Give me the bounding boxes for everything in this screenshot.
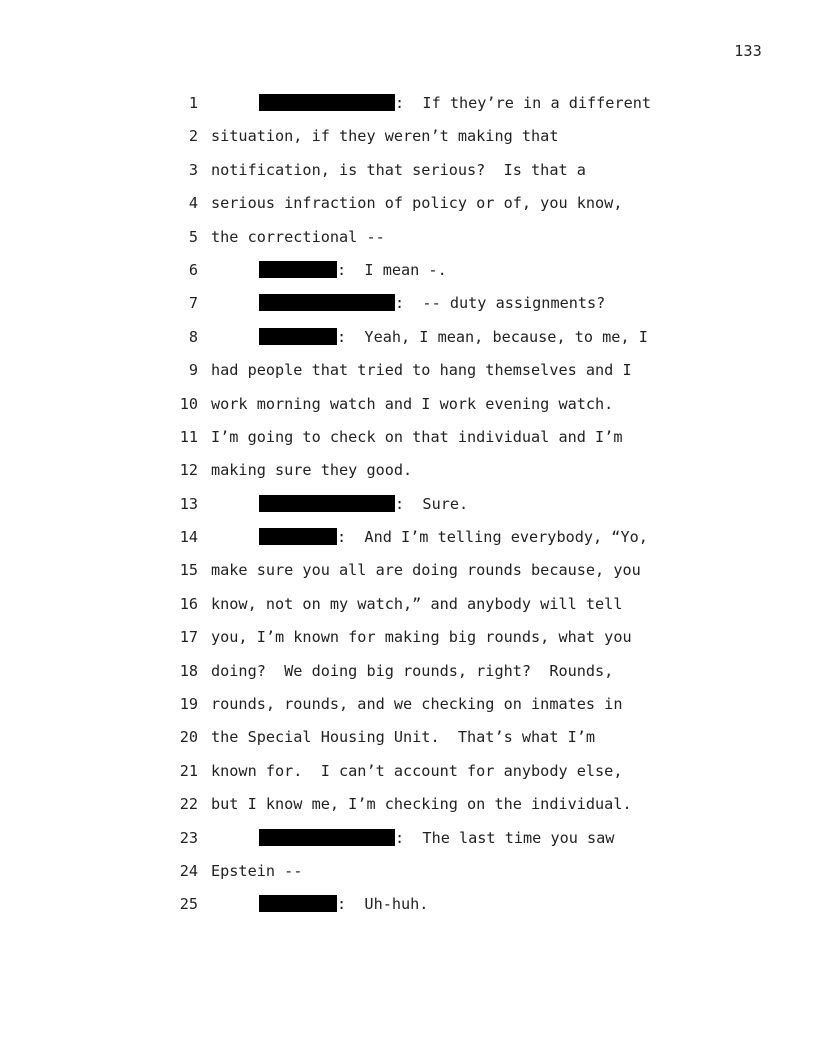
line-number: 4	[188, 194, 198, 213]
transcript-line	[0, 120, 816, 153]
transcript-line	[0, 588, 816, 621]
line-content: : Sure.	[395, 494, 469, 513]
line-number: 5	[188, 227, 198, 246]
redacted-speaker-name	[259, 328, 337, 345]
speaker-line-text	[259, 822, 614, 855]
speaker-line-text	[259, 87, 651, 120]
redacted-speaker-name	[259, 294, 395, 311]
line-content: but I know me, I’m checking on the individual.	[211, 795, 632, 814]
line-text	[211, 588, 622, 621]
line-content: serious infraction of policy or of, you know,	[211, 194, 623, 213]
line-content: notification, is that serious? Is that a	[211, 160, 586, 179]
line-content: : Uh-huh.	[337, 895, 429, 914]
line-number: 6	[188, 260, 198, 279]
page-number: 133	[734, 42, 762, 60]
line-number: 24	[179, 861, 198, 880]
line-number: 20	[179, 728, 198, 747]
line-text	[211, 120, 558, 153]
line-text	[211, 655, 613, 688]
transcript-line	[0, 354, 816, 387]
redacted-speaker-name	[259, 895, 337, 912]
transcript-line	[0, 454, 816, 487]
line-number: 10	[179, 394, 198, 413]
line-number: 17	[179, 628, 198, 647]
line-number: 22	[179, 795, 198, 814]
line-number: 23	[179, 828, 198, 847]
line-number: 8	[188, 327, 198, 346]
transcript-line	[0, 822, 816, 855]
transcript-line	[0, 154, 816, 187]
line-content: situation, if they weren’t making that	[211, 127, 559, 146]
line-content: you, I’m known for making big rounds, what you	[211, 628, 632, 647]
line-content: I’m going to check on that individual and I’m	[211, 427, 623, 446]
transcript-line	[0, 554, 816, 587]
line-text	[211, 721, 595, 754]
line-text	[211, 354, 632, 387]
line-text	[211, 688, 622, 721]
transcript-line	[0, 721, 816, 754]
line-number: 1	[188, 94, 198, 112]
line-text	[211, 554, 641, 587]
line-text	[211, 221, 385, 254]
transcript-line	[0, 521, 816, 554]
line-content: the Special Housing Unit. That’s what I’m	[211, 728, 596, 747]
line-text	[211, 788, 632, 821]
line-text	[211, 388, 613, 421]
line-number: 16	[179, 594, 198, 613]
line-text	[211, 755, 622, 788]
transcript-line	[0, 688, 816, 721]
line-number: 11	[179, 427, 198, 446]
line-number: 14	[179, 528, 198, 547]
line-content: make sure you all are doing rounds because, you	[211, 561, 641, 580]
line-number: 7	[188, 294, 198, 313]
redacted-speaker-name	[259, 261, 337, 278]
transcript-line	[0, 87, 816, 120]
line-number: 18	[179, 661, 198, 680]
transcript-line	[0, 421, 816, 454]
line-text	[211, 154, 586, 187]
line-number: 21	[179, 761, 198, 780]
line-content: know, not on my watch,” and anybody will tell	[211, 594, 623, 613]
line-number: 2	[188, 127, 198, 146]
line-number: 12	[179, 461, 198, 480]
line-number: 15	[179, 561, 198, 580]
line-content: : And I’m telling everybody, “Yo,	[337, 528, 648, 547]
redacted-speaker-name	[259, 829, 395, 846]
line-number: 19	[179, 695, 198, 714]
line-content: : If they’re in a different	[395, 94, 652, 112]
line-text	[211, 454, 412, 487]
line-text	[211, 855, 302, 888]
line-content: the correctional --	[211, 227, 385, 246]
speaker-line-text	[259, 888, 428, 921]
line-text	[211, 421, 622, 454]
transcript-line	[0, 755, 816, 788]
line-content: had people that tried to hang themselves and I	[211, 361, 632, 380]
transcript-body	[0, 87, 816, 922]
transcript-line	[0, 187, 816, 220]
transcript-line	[0, 254, 816, 287]
redacted-speaker-name	[259, 94, 395, 111]
line-content: : Yeah, I mean, because, to me, I	[337, 327, 648, 346]
line-content: work morning watch and I work evening watch.	[211, 394, 614, 413]
redacted-speaker-name	[259, 495, 395, 512]
speaker-line-text	[259, 488, 468, 521]
line-number: 3	[188, 160, 198, 179]
line-content: known for. I can’t account for anybody else,	[211, 761, 623, 780]
line-content: Epstein --	[211, 861, 303, 880]
line-text	[211, 621, 632, 654]
transcript-line	[0, 788, 816, 821]
transcript-line	[0, 488, 816, 521]
line-content: rounds, rounds, and we checking on inmates in	[211, 695, 623, 714]
transcript-line	[0, 221, 816, 254]
redacted-speaker-name	[259, 528, 337, 545]
transcript-line	[0, 855, 816, 888]
transcript-line	[0, 287, 816, 320]
line-number: 9	[188, 361, 198, 380]
line-content: : The last time you saw	[395, 828, 615, 847]
line-content: doing? We doing big rounds, right? Rounds,	[211, 661, 614, 680]
line-content: : -- duty assignments?	[395, 294, 606, 313]
speaker-line-text	[259, 521, 648, 554]
line-content: making sure they good.	[211, 461, 413, 480]
speaker-line-text	[259, 287, 605, 320]
transcript-line	[0, 321, 816, 354]
transcript-line	[0, 655, 816, 688]
line-number: 13	[179, 494, 198, 513]
line-text	[211, 187, 622, 220]
speaker-line-text	[259, 254, 447, 287]
line-number: 25	[179, 895, 198, 914]
transcript-line	[0, 621, 816, 654]
transcript-line	[0, 888, 816, 921]
line-content: : I mean -.	[337, 260, 447, 279]
transcript-line	[0, 388, 816, 421]
speaker-line-text	[259, 321, 648, 354]
